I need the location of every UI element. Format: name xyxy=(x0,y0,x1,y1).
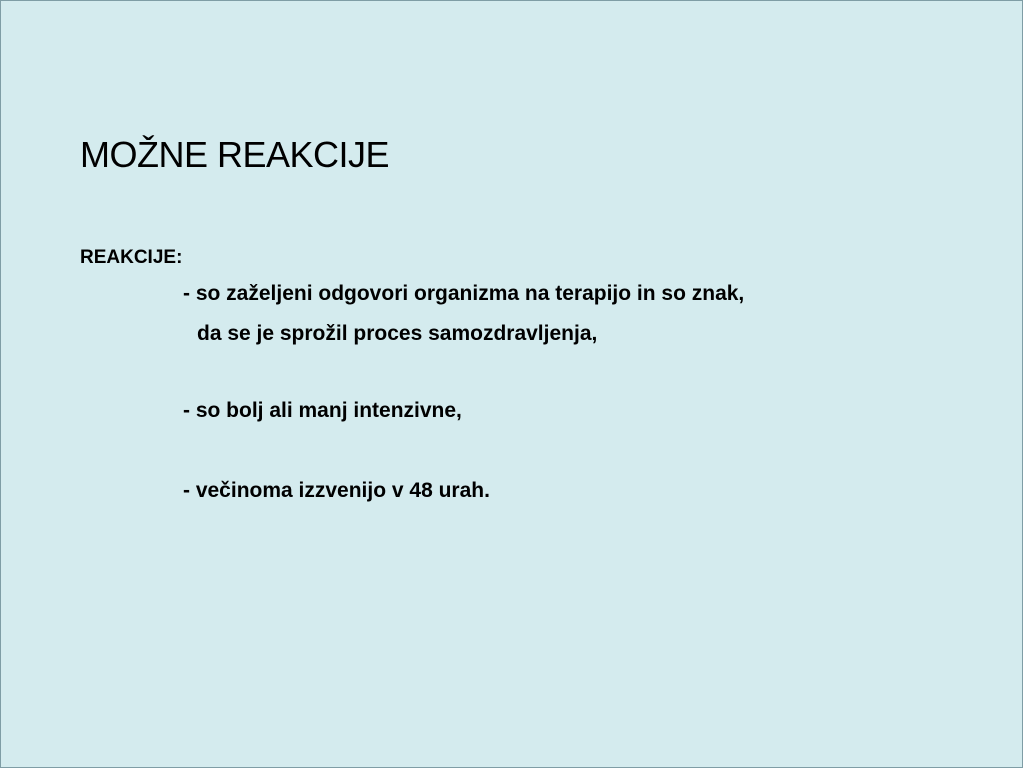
body-line-4: - večinoma izzvenijo v 48 urah. xyxy=(183,479,490,502)
body-line-2: da se je sprožil proces samozdravljenja, xyxy=(197,322,598,345)
slide-title: MOŽNE REAKCIJE xyxy=(80,134,390,175)
body-line-3: - so bolj ali manj intenzivne, xyxy=(183,399,462,422)
slide-subheading: REAKCIJE: xyxy=(80,247,183,268)
body-line-1: - so zaželjeni odgovori organizma na terapijo in so znak, xyxy=(183,282,745,305)
